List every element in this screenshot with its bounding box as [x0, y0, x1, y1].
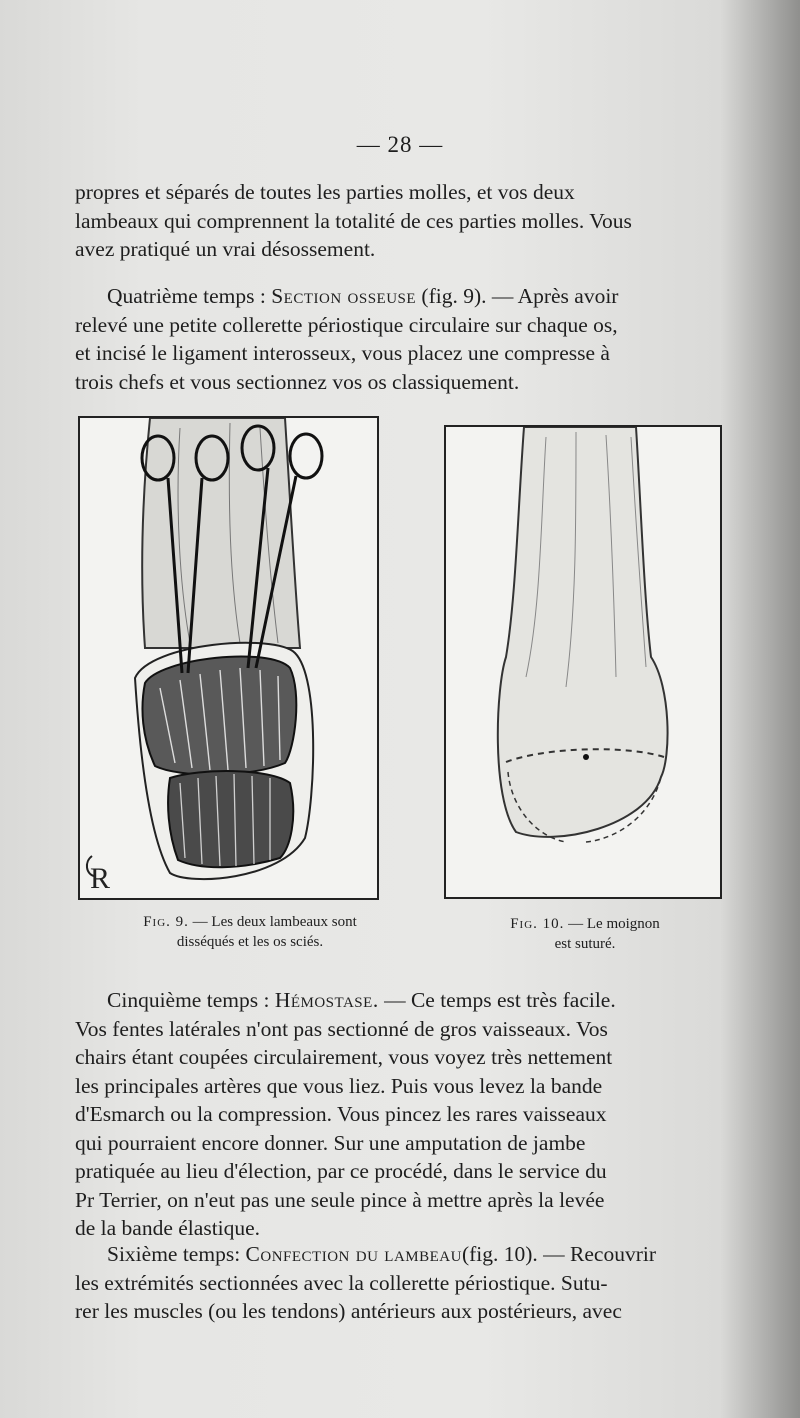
text-line: Vos fentes latérales n'ont pas sectionné de gros vaisseaux. Vos [75, 1016, 608, 1041]
section-heading: Section osseuse [271, 284, 417, 308]
paragraph-lead: Sixième temps: [107, 1242, 246, 1266]
caption-label: Fig. 10. [510, 916, 565, 932]
text-line: pratiquée au lieu d'élection, par ce procédé, dans le service du [75, 1159, 607, 1183]
text-line: Pr Terrier, on n'eut pas une seule pince à mettre après la levée [75, 1187, 605, 1212]
text-line: propres et séparés de toutes les parties molles, et vos deux [75, 180, 575, 204]
text-line [75, 1240, 735, 1269]
caption-label: Fig. 9. [143, 914, 189, 930]
text-line: de la bande élastique. [75, 1216, 261, 1240]
text-line [75, 282, 735, 311]
text-line: et incisé le ligament interosseux, vous placez une compresse à [75, 341, 610, 365]
paragraph-1 [75, 178, 735, 264]
figure-10-drawing [446, 427, 720, 897]
paragraph-3 [75, 986, 735, 1243]
suture-point-icon [583, 754, 589, 760]
paragraph-lead: Cinquième temps : [107, 988, 275, 1012]
forceps-ring-icon [290, 434, 322, 478]
caption-text: disséqués et les os sciés. [176, 934, 324, 950]
artist-monogram: R [90, 862, 111, 895]
text-line: rer les muscles (ou les tendons) antérieurs aux postérieurs, avec [75, 1299, 622, 1323]
paragraph-lead: Quatrième temps : [107, 284, 272, 308]
caption-text: — Les deux lambeaux sont [188, 914, 357, 930]
caption-text: — Le moignon [564, 916, 660, 932]
text-line: avez pratiqué un vrai désossement. [75, 237, 376, 261]
paragraph-2 [75, 282, 735, 396]
stump-shape [498, 427, 668, 837]
paragraph-4 [75, 1240, 735, 1326]
text-run: (fig. 9). — Après avoir [416, 284, 619, 308]
text-line: relevé une petite collerette périostique circulaire sur chaque os, [75, 312, 618, 337]
text-run: (fig. 10). — Recouvrir [461, 1242, 657, 1266]
figure-9-illustration [78, 416, 379, 900]
text-line: trois chefs et vous sectionnez vos os classiquement. [75, 369, 520, 394]
figure-9-drawing [80, 418, 377, 898]
figure-10-illustration [444, 425, 722, 899]
text-line: d'Esmarch ou la compression. Vous pincez les rares vaisseaux [75, 1102, 607, 1126]
text-run: — Ce temps est très facile. [378, 988, 616, 1012]
text-line: lambeaux qui comprennent la totalité de ces parties molles. Vous [75, 208, 632, 233]
leg-shape [142, 418, 300, 648]
section-heading: Confection du lambeau [245, 1242, 462, 1266]
caption-text: est suturé. [554, 936, 616, 952]
section-heading: Hémostase. [274, 988, 379, 1012]
text-line: chairs étant coupées circulairement, vous voyez très nettement [75, 1045, 613, 1069]
text-line: qui pourraient encore donner. Sur une amputation de jambe [75, 1130, 586, 1155]
lower-muscle-flap [168, 771, 293, 867]
text-line [75, 986, 735, 1015]
text-line: les principales artères que vous liez. Puis vous levez la bande [75, 1073, 603, 1098]
figure-10-caption [470, 914, 700, 954]
text-line: les extrémités sectionnées avec la collerette périostique. Sutu- [75, 1270, 608, 1295]
page-number: — 28 — [356, 132, 444, 157]
figure-9-caption [100, 912, 400, 952]
